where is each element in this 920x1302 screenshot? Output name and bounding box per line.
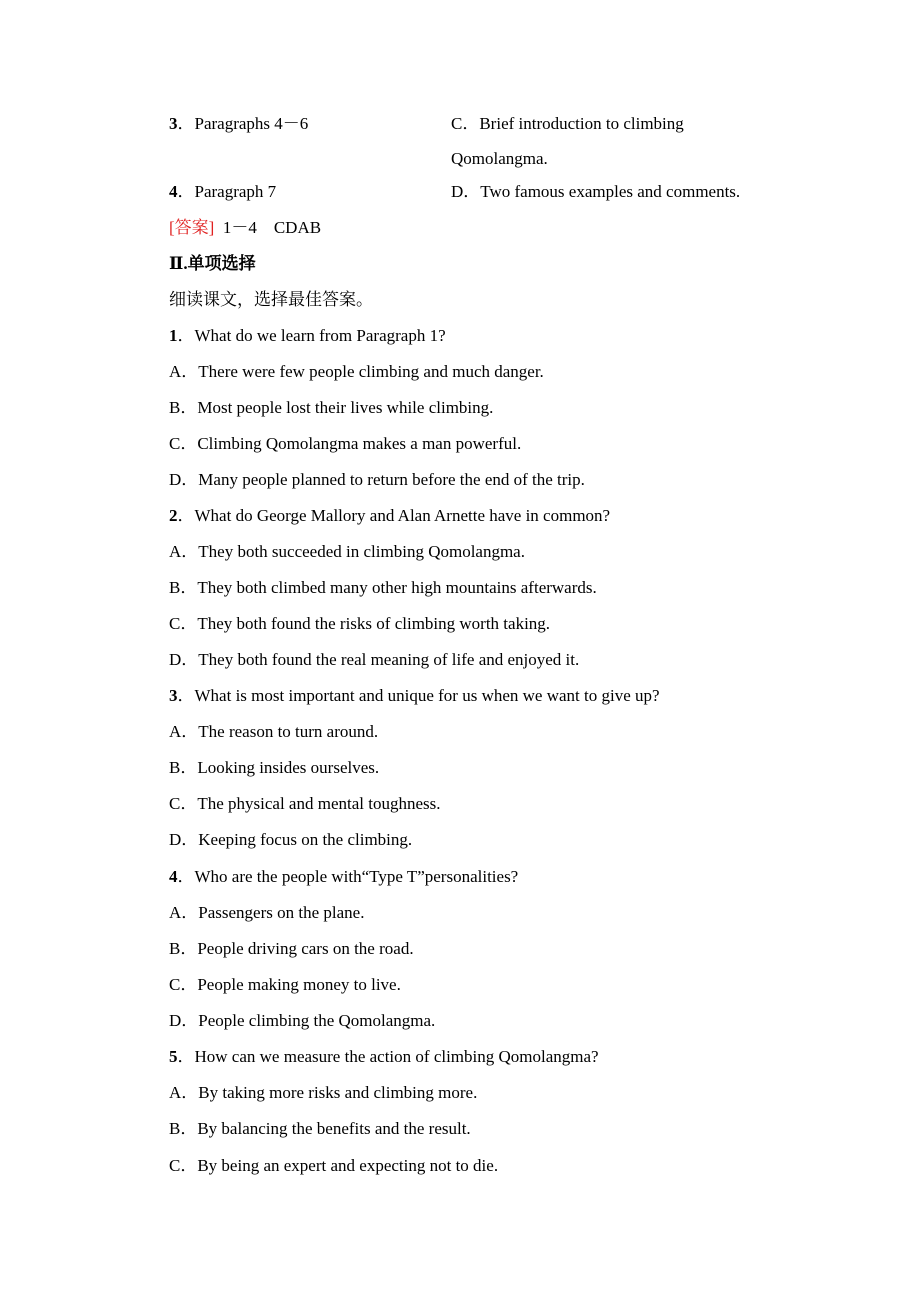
question-number: 1: [169, 326, 178, 345]
matching-left-text: Paragraph 7: [194, 182, 277, 201]
matching-right-text: Brief introduction to climbing: [479, 114, 684, 133]
answer-tag: [答案]: [169, 218, 215, 237]
matching-right-letter: C: [451, 114, 463, 133]
option-text: The reason to turn around.: [198, 722, 379, 741]
matching-right-letter: D: [451, 182, 464, 201]
option-letter: B: [169, 939, 181, 958]
matching-row-4-right: D．Two famous examples and comments.: [451, 182, 741, 201]
question-1: 1．What do we learn from Paragraph 1?: [169, 326, 446, 345]
question-text: How can we measure the action of climbing Qomolangma?: [194, 1047, 599, 1066]
question-number: 2: [169, 506, 178, 525]
option-text: Looking insides ourselves.: [197, 758, 380, 777]
question-3-option-c: C．The physical and mental toughness.: [169, 794, 441, 813]
question-1-option-c: C．Climbing Qomolangma makes a man powerful.: [169, 434, 522, 453]
matching-number: 3: [169, 114, 178, 133]
option-text: Passengers on the plane.: [198, 903, 365, 922]
option-text: They both found the real meaning of life and enjoyed it.: [198, 650, 580, 669]
option-letter: D: [169, 830, 182, 849]
option-letter: A: [169, 903, 182, 922]
option-letter: C: [169, 614, 181, 633]
question-2-option-a: A．They both succeeded in climbing Qomolangma.: [169, 542, 525, 561]
question-text: What do we learn from Paragraph 1?: [194, 326, 446, 345]
option-text: There were few people climbing and much danger.: [198, 362, 544, 381]
question-text: Who are the people with“Type T”personalities?: [194, 867, 519, 886]
answer-line: [169, 217, 321, 239]
option-text: People climbing the Qomolangma.: [198, 1011, 436, 1030]
question-number: 4: [169, 867, 178, 886]
section-instruction: 细读课文，选择最佳答案。: [169, 290, 373, 309]
question-3: 3．What is most important and unique for us when we want to give up?: [169, 686, 660, 705]
matching-number: 4: [169, 182, 178, 201]
option-letter: C: [169, 434, 181, 453]
question-5-option-a: A．By taking more risks and climbing more.: [169, 1083, 478, 1102]
option-text: They both succeeded in climbing Qomolangma.: [198, 542, 525, 561]
question-1-option-b: B．Most people lost their lives while climbing.: [169, 398, 494, 417]
matching-right-text-cont: Qomolangma.: [451, 149, 548, 168]
matching-right-text: Two famous examples and comments.: [480, 182, 741, 201]
question-4-option-d: D．People climbing the Qomolangma.: [169, 1011, 436, 1030]
option-text: People driving cars on the road.: [197, 939, 414, 958]
matching-row-3-right: C．Brief introduction to climbing: [451, 114, 684, 133]
option-letter: A: [169, 362, 182, 381]
option-letter: C: [169, 1156, 181, 1175]
option-text: The physical and mental toughness.: [197, 794, 441, 813]
option-letter: A: [169, 542, 182, 561]
option-letter: B: [169, 758, 181, 777]
question-4-option-c: C．People making money to live.: [169, 975, 401, 994]
matching-left-text: Paragraphs 4－6: [194, 114, 309, 133]
option-text: By taking more risks and climbing more.: [198, 1083, 478, 1102]
option-text: They both found the risks of climbing worth taking.: [197, 614, 551, 633]
question-number: 3: [169, 686, 178, 705]
option-letter: C: [169, 794, 181, 813]
question-text: What do George Mallory and Alan Arnette have in common?: [194, 506, 611, 525]
question-number: 5: [169, 1047, 178, 1066]
option-letter: B: [169, 398, 181, 417]
option-letter: B: [169, 1119, 181, 1138]
question-2-option-d: D．They both found the real meaning of life and enjoyed it.: [169, 650, 580, 669]
option-letter: D: [169, 650, 182, 669]
option-text: By being an expert and expecting not to die.: [197, 1156, 499, 1175]
option-text: Many people planned to return before the end of the trip.: [198, 470, 585, 489]
question-2-option-b: B．They both climbed many other high mountains afterwards.: [169, 578, 597, 597]
option-letter: D: [169, 1011, 182, 1030]
question-1-option-d: D．Many people planned to return before the end of the trip.: [169, 470, 585, 489]
matching-row-4-left: 4．Paragraph 7: [169, 182, 277, 201]
matching-row-3-right-cont: [451, 148, 548, 170]
question-4: 4．Who are the people with“Type T”personalities?: [169, 867, 519, 886]
question-1-option-a: A．There were few people climbing and much danger.: [169, 362, 544, 381]
question-text: What is most important and unique for us when we want to give up?: [194, 686, 660, 705]
question-5: 5．How can we measure the action of climbing Qomolangma?: [169, 1047, 599, 1066]
option-text: Most people lost their lives while climbing.: [197, 398, 494, 417]
option-letter: D: [169, 470, 182, 489]
option-letter: C: [169, 975, 181, 994]
option-text: People making money to live.: [197, 975, 401, 994]
answer-text: 1－4 CDAB: [222, 218, 322, 237]
section-title: Ⅱ.单项选择: [169, 254, 256, 273]
option-text: By balancing the benefits and the result.: [197, 1119, 471, 1138]
matching-row-3-left: 3．Paragraphs 4－6: [169, 114, 309, 133]
option-letter: A: [169, 1083, 182, 1102]
option-letter: A: [169, 722, 182, 741]
option-text: Keeping focus on the climbing.: [198, 830, 413, 849]
option-letter: B: [169, 578, 181, 597]
question-2-option-c: C．They both found the risks of climbing worth taking.: [169, 614, 551, 633]
question-3-option-a: A．The reason to turn around.: [169, 722, 379, 741]
question-5-option-b: B．By balancing the benefits and the result.: [169, 1119, 471, 1138]
option-text: They both climbed many other high mountains afterwards.: [197, 578, 597, 597]
question-3-option-d: D．Keeping focus on the climbing.: [169, 830, 413, 849]
question-5-option-c: C．By being an expert and expecting not to die.: [169, 1156, 499, 1175]
question-4-option-b: B．People driving cars on the road.: [169, 939, 414, 958]
option-text: Climbing Qomolangma makes a man powerful.: [197, 434, 522, 453]
question-2: 2．What do George Mallory and Alan Arnette have in common?: [169, 506, 611, 525]
question-3-option-b: B．Looking insides ourselves.: [169, 758, 380, 777]
question-4-option-a: A．Passengers on the plane.: [169, 903, 365, 922]
